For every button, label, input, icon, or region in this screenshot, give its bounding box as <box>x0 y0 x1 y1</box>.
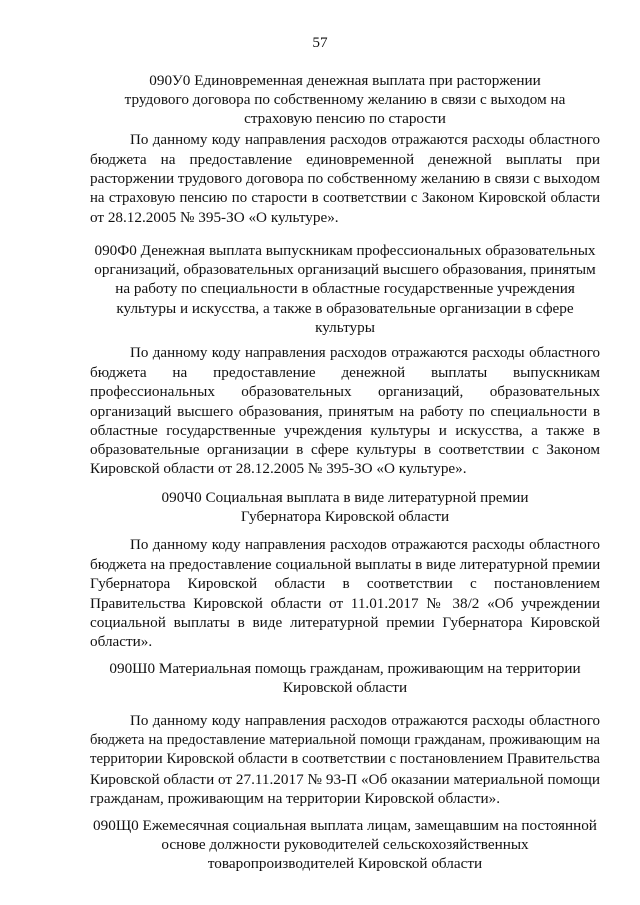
section-paragraph-090F0 <box>90 344 600 478</box>
paragraph-line: бюджета на предоставление единовременной денежной выплаты при <box>90 151 600 169</box>
paragraph-line: По данному коду направления расходов отражаются расходы областного <box>130 713 600 729</box>
section-heading-090F0 <box>90 241 600 337</box>
heading-line: на работу по специальности в областные государственные учреждения <box>115 280 575 298</box>
paragraph-line: от 28.12.2005 № 395-ЗО «О культуре». <box>90 208 339 226</box>
paragraph-line: По данному коду направления расходов отражаются расходы областного <box>130 345 600 361</box>
paragraph-line: территории Кировской области в соответствии с постановлением Правительства <box>90 751 600 768</box>
paragraph-line: гражданам, проживающим на территории Кировской области». <box>90 789 501 807</box>
section-paragraph-090Sh0 <box>90 712 600 808</box>
heading-line: Губернатора Кировской области <box>240 508 450 526</box>
paragraph-line: расторжении трудового договора по собственному желанию в связи с выходом <box>90 170 600 188</box>
paragraph-line: областные государственные учреждения культуры и искусства, а также в <box>90 421 600 439</box>
heading-line: 090Ф0 Денежная выплата выпускникам профессиональных образовательных <box>94 242 596 259</box>
paragraph-line: Кировской области от 28.12.2005 № 395-ЗО «О культуре». <box>90 460 467 478</box>
section-paragraph-090U0 <box>90 131 600 227</box>
heading-line: основе должности руководителей сельскохозяйственных <box>161 836 529 854</box>
section-heading-090U0 <box>90 71 600 129</box>
paragraph-line: бюджета на предоставление материальной помощи гражданам, проживающим на <box>90 732 600 749</box>
section-paragraph-090Ch0 <box>90 536 600 651</box>
paragraph-line: Кировской области от 27.11.2017 № 93-П «Об оказании материальной помощи <box>90 770 600 788</box>
paragraph-line: По данному коду направления расходов отражаются расходы областного <box>130 537 600 553</box>
paragraph-line: профессиональных образовательных организаций, образовательных <box>90 383 600 401</box>
heading-line: товаропроизводителей Кировской области <box>207 855 483 873</box>
heading-line: культуры и искусства, а также в образовательные организации в сфере <box>116 299 574 317</box>
heading-line: страховую пенсию по старости <box>244 110 446 128</box>
section-heading-090Ch0 <box>90 488 600 526</box>
paragraph-line: образовательные организации в сфере культуры в соответствии с Законом <box>90 441 600 459</box>
paragraph-line: организаций высшего образования, принятым на работу по специальности в <box>90 402 600 420</box>
heading-line: трудового договора по собственному желанию в связи с выходом на <box>124 91 566 109</box>
heading-line: 090Ш0 Материальная помощь гражданам, проживающим на территории <box>109 660 581 677</box>
heading-line: культуры <box>315 318 375 336</box>
paragraph-line: Правительства Кировской области от 11.01.2017 № 38/2 «Об учреждении <box>90 594 600 612</box>
section-heading-090Shch0 <box>90 816 600 874</box>
heading-line: 090Щ0 Ежемесячная социальная выплата лицам, замещавшим на постоянной <box>93 817 597 834</box>
paragraph-line: бюджета на предоставление денежной выплаты выпускникам <box>90 364 600 382</box>
heading-line: Кировской области <box>282 679 408 697</box>
paragraph-line: социальной выплаты в виде литературной премии Губернатора Кировской <box>90 613 600 631</box>
page-number: 57 <box>312 34 328 51</box>
heading-line: организаций, образовательных организаций высшего образования, принятым <box>94 261 596 279</box>
heading-line: 090У0 Единовременная денежная выплата при расторжении <box>149 72 541 89</box>
paragraph-line: на страховую пенсию по старости в соответствии с Законом Кировской области <box>90 189 600 206</box>
paragraph-line: Губернатора Кировской области в соответствии с постановлением <box>90 575 600 593</box>
paragraph-line: области». <box>90 633 153 651</box>
paragraph-line: По данному коду направления расходов отражаются расходы областного <box>130 132 600 148</box>
paragraph-line: бюджета на предоставление социальной выплаты в виде литературной премии <box>90 556 601 574</box>
section-heading-090Sh0 <box>90 659 600 697</box>
heading-line: 090Ч0 Социальная выплата в виде литературной премии <box>161 489 529 506</box>
